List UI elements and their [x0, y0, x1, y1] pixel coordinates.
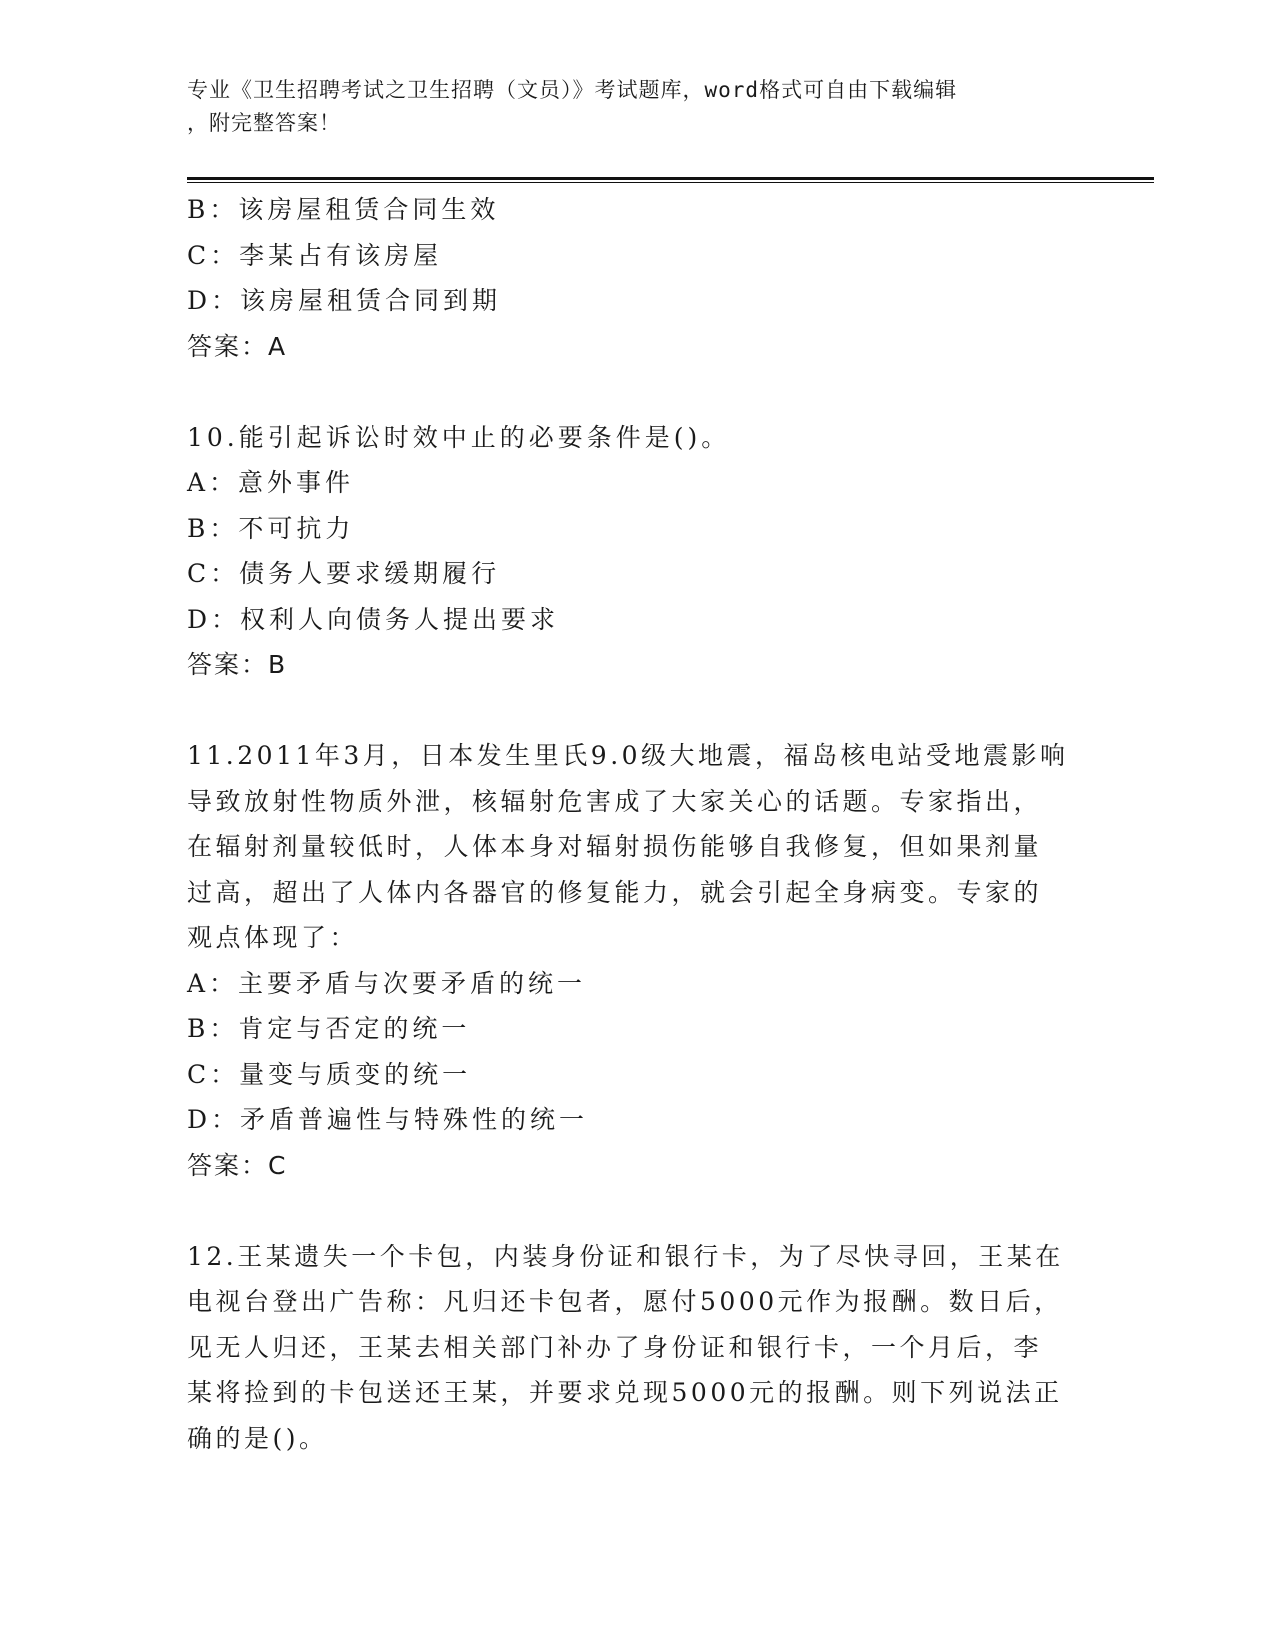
question-text	[187, 1234, 1064, 1462]
question-text-line: 电视台登出广告称：凡归还卡包者，愿付5000元作为报酬。数日后，	[187, 1287, 1063, 1316]
header-line-1: 专业《卫生招聘考试之卫生招聘（文员）》考试题库，word格式可自由下载编辑	[187, 78, 958, 102]
answer-line: 答案：C	[187, 1150, 288, 1180]
document-header	[187, 74, 1067, 140]
question-9-continuation	[187, 187, 1087, 369]
option-c: C：李某占有该房屋	[187, 240, 443, 270]
question-12	[187, 1234, 1087, 1462]
option-d: D：矛盾普遍性与特殊性的统一	[187, 1105, 589, 1134]
spacer	[187, 369, 1087, 415]
question-text-line: 确的是()。	[187, 1423, 328, 1453]
option-b: B：不可抗力	[187, 513, 355, 543]
option-a: A：意外事件	[187, 468, 355, 497]
question-text-line: 观点体现了：	[187, 923, 359, 952]
answer-line: 答案：B	[187, 650, 288, 679]
question-text-line: 导致放射性物质外泄，核辐射危害成了大家关心的话题。专家指出，	[187, 786, 1043, 816]
header-divider-thin	[187, 182, 1154, 183]
option-b: B：该房屋租赁合同生效	[187, 195, 500, 224]
option-c: C：债务人要求缓期履行	[187, 559, 501, 588]
question-text: 10.能引起诉讼时效中止的必要条件是()。	[187, 422, 731, 452]
question-11	[187, 733, 1087, 1188]
option-b: B：肯定与否定的统一	[187, 1014, 471, 1043]
question-text-line: 12.王某遗失一个卡包，内装身份证和银行卡，为了尽快寻回，王某在	[187, 1241, 1064, 1271]
option-d: D：权利人向债务人提出要求	[187, 604, 560, 634]
option-c: C：量变与质变的统一	[187, 1059, 472, 1089]
spacer	[187, 1188, 1087, 1234]
option-a: A：主要矛盾与次要矛盾的统一	[187, 968, 587, 998]
header-divider-thick	[187, 177, 1154, 180]
question-text-line: 过高，超出了人体内各器官的修复能力，就会引起全身病变。专家的	[187, 877, 1043, 907]
question-text-line: 11.2011年3月，日本发生里氏9.0级大地震，福岛核电站受地震影响	[187, 741, 1069, 770]
question-text-line: 在辐射剂量较低时，人体本身对辐射损伤能够自我修复，但如果剂量	[187, 832, 1043, 861]
question-10	[187, 415, 1087, 688]
question-text	[187, 733, 1069, 961]
answer-line: 答案：A	[187, 331, 288, 361]
header-line-2: ，附完整答案！	[187, 111, 341, 135]
question-text-line: 见无人归还，王某去相关部门补办了身份证和银行卡，一个月后，李	[187, 1332, 1043, 1362]
spacer	[187, 688, 1087, 734]
question-text-line: 某将捡到的卡包送还王某，并要求兑现5000元的报酬。则下列说法正	[187, 1378, 1063, 1407]
question-list	[187, 187, 1087, 1461]
option-d: D：该房屋租赁合同到期	[187, 286, 502, 315]
